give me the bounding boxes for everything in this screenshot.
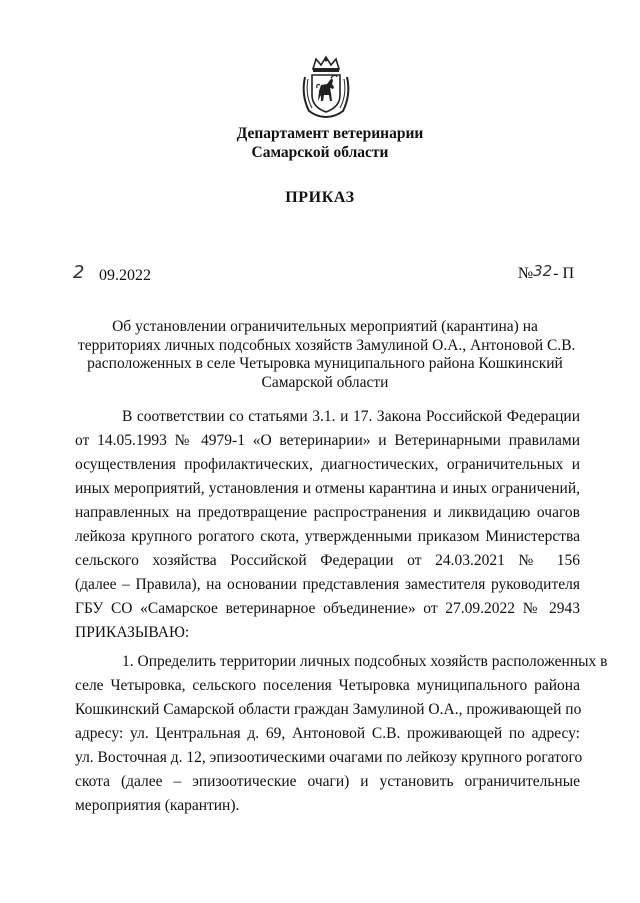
preamble-line: сельского хозяйства Российской Федерации от 24.03.2021 № 156 xyxy=(75,552,580,569)
preamble-line: лейкоза крупного рогатого скота, утвержденными приказом Министерства xyxy=(75,528,580,545)
subject-line: территориях личных подсобных хозяйств Замулиной О.А., Антоновой С.В. xyxy=(78,336,576,354)
department-name-line1: Департамент ветеринарии xyxy=(236,125,424,142)
preamble-line: от 14.05.1993 № 4979-1 «О ветеринарии» и Ветеринарными правилами xyxy=(75,432,580,449)
department-header xyxy=(0,124,640,162)
preamble-line: (далее – Правила), на основании представления заместителя руководителя xyxy=(75,576,580,593)
item-1-line: мероприятия (карантин). xyxy=(75,797,240,814)
order-keyword: ПРИКАЗЫВАЮ: xyxy=(75,624,190,641)
document-date xyxy=(73,264,151,285)
preamble-line: направленных на предотвращение распространения и ликвидацию очагов xyxy=(75,504,580,521)
item-1-line: адресу: ул. Центральная д. 69, Антоновой С.В. проживающей по адресу: xyxy=(75,725,580,742)
preamble-line: иных мероприятий, установления и отмены карантина и иных ограничений, xyxy=(75,480,580,497)
number-suffix: - П xyxy=(553,265,574,282)
subject-line: Об установлении ограничительных мероприятий (карантина) на xyxy=(112,318,538,335)
item-1-line: 1. Определить территории личных подсобных хозяйств расположенных в xyxy=(122,653,608,670)
item-1-line: селе Четыровка, сельского поселения Четыровка муниципального района xyxy=(75,677,580,694)
printed-date: 09.2022 xyxy=(99,267,151,284)
document-number xyxy=(518,264,574,283)
preamble-line: ГБУ СО «Самарское ветеринарное объединение» от 27.09.2022 № 2943 xyxy=(75,600,580,617)
item-1-line: Кошкинский Самарской области граждан Замулиной О.А., проживающей по xyxy=(75,701,582,718)
handwritten-number: 32 xyxy=(533,262,553,280)
subject-line: расположенных в селе Четыровка муниципального района Кошкинский xyxy=(87,355,563,372)
document-title: ПРИКАЗ xyxy=(285,189,355,206)
handwritten-day: 2 xyxy=(73,262,83,283)
item-1-paragraph xyxy=(75,650,608,818)
subject-line: Самарской области xyxy=(261,373,389,391)
department-name-line2: Самарской области xyxy=(251,144,389,161)
item-1-line: скота (далее – эпизоотические очаги) и установить ограничительные xyxy=(75,773,580,790)
number-sign: № xyxy=(517,265,534,282)
preamble-line: В соответствии со статьями 3.1. и 17. Закона Российской Федерации xyxy=(122,408,580,425)
coat-of-arms-icon xyxy=(299,55,353,119)
document-subject xyxy=(78,318,576,392)
item-1-line: ул. Восточная д. 12, эпизоотическими очагами по лейкозу крупного рогатого xyxy=(75,749,583,766)
preamble-paragraph xyxy=(75,405,580,645)
preamble-line: осуществления профилактических, диагностических, ограничительных и xyxy=(75,456,580,473)
